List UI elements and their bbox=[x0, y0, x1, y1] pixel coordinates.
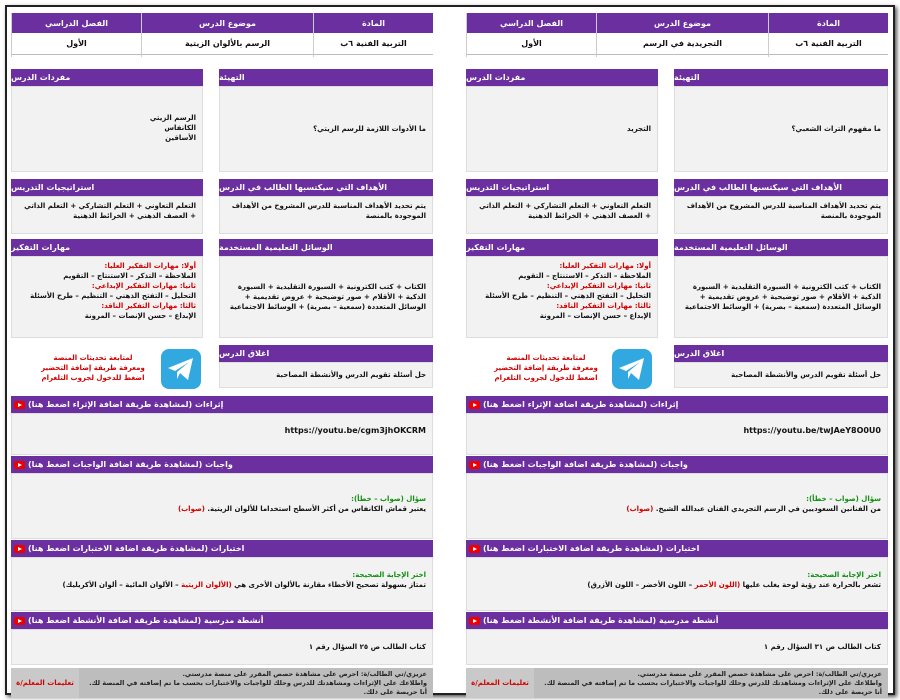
strategies-title: استراتيجيات التدريس bbox=[11, 179, 203, 196]
meta-topic bbox=[596, 13, 768, 57]
thinking-l2: الملاحظة – التذكر – الاستنتاج – التقويم bbox=[63, 272, 196, 280]
meta-term-header: الفصل الدراسي bbox=[467, 13, 596, 33]
activities-title: أنشطة مدرسية bbox=[659, 616, 719, 625]
thinking-l4: التحليل – التفتح الذهني – التنظيم – طرح الأسئلة bbox=[485, 292, 651, 300]
tests-q-post: – اللون الأخضر – اللون الأزرق) bbox=[587, 581, 693, 589]
activities-section bbox=[11, 612, 433, 665]
youtube-icon[interactable] bbox=[469, 461, 480, 469]
notes-label: تعليمات المعلم/ة bbox=[11, 668, 79, 698]
notes-label: تعليمات المعلم/ة bbox=[466, 668, 534, 698]
intro-title: التهيئة bbox=[219, 69, 433, 86]
tests-q-label: اختر الإجابة الصحيحة: bbox=[807, 571, 881, 579]
enrich-header bbox=[466, 396, 888, 413]
homework-body bbox=[466, 473, 888, 539]
notes-l1: عزيزي/تي الطالب/ة: احرص على مشاهدة حصص المقرر على منصة مدرستي. bbox=[637, 670, 882, 678]
thinking-title: مهارات التفكير bbox=[466, 239, 658, 256]
meta-term-value: الأول bbox=[12, 33, 141, 55]
tests-q-post: – الألوان المائية – ألوان الأكريليك) bbox=[62, 581, 179, 589]
meta-subject-header: المادة bbox=[769, 13, 888, 33]
tests-q-pre: تمتاز بسهولة تصحيح الأخطاء مقارنة بالألوان الأخرى هي bbox=[234, 581, 426, 589]
thinking-l2: الملاحظة – التذكر – الاستنتاج – التقويم bbox=[518, 272, 651, 280]
youtube-icon[interactable] bbox=[469, 545, 480, 553]
promo-l3: اضغط للدخول لجروب التلغرام bbox=[494, 374, 598, 382]
intro-title: التهيئة bbox=[674, 69, 888, 86]
notes-text bbox=[79, 668, 433, 698]
thinking-l5: ثالثا: مهارات التفكير الناقد: bbox=[101, 302, 196, 310]
vocab-l3: الأساقين bbox=[165, 134, 196, 142]
telegram-icon[interactable] bbox=[612, 349, 652, 389]
strategies-section bbox=[466, 179, 658, 234]
tests-section bbox=[466, 540, 888, 611]
notes-text bbox=[534, 668, 888, 698]
thinking-l5: ثالثا: مهارات التفكير الناقد: bbox=[556, 302, 651, 310]
closure-section bbox=[674, 345, 888, 388]
homework-q-text: من الفنانين السعوديين في الرسم التجريدي الفنان عبدالله الشيخ. bbox=[655, 505, 881, 513]
lesson-meta-table bbox=[11, 13, 433, 57]
thinking-body bbox=[466, 256, 658, 338]
homework-body bbox=[11, 473, 433, 539]
thinking-l3: ثانيا: مهارات التفكير الإبداعي: bbox=[546, 282, 651, 290]
enrich-title: إثراءات bbox=[195, 400, 224, 409]
lesson-plan-right bbox=[466, 13, 888, 696]
tests-q-label: اختر الإجابة الصحيحة: bbox=[352, 571, 426, 579]
lesson-meta-table bbox=[466, 13, 888, 57]
activities-header bbox=[466, 612, 888, 629]
activities-text: كتاب الطالب ص ٣١ السؤال رقم ١ bbox=[466, 629, 888, 665]
telegram-promo[interactable] bbox=[33, 353, 153, 383]
tests-header bbox=[11, 540, 433, 557]
strategies-text: التعلم التعاوني + التعلم التشاركي + التعلم الذاتي + العصف الذهني + الخرائط الذهنية bbox=[466, 196, 658, 234]
strategies-text: التعلم التعاوني + التعلم التشاركي + التعلم الذاتي + العصف الذهني + الخرائط الذهنية bbox=[11, 196, 203, 234]
homework-section bbox=[11, 456, 433, 539]
enrich-link-title[interactable]: (لمشاهدة طريقة اضافة الإثراء اضغط هنا) bbox=[483, 400, 648, 409]
vocab-text: التجريد bbox=[466, 86, 658, 172]
tests-link-title[interactable]: (لمشاهدة طريقة اضافة الاختبارات اضغط هنا) bbox=[483, 544, 664, 553]
homework-title: واجبات bbox=[205, 460, 233, 469]
activities-text: كتاب الطالب ص ٢٥ السؤال رقم ١ bbox=[11, 629, 433, 665]
vocab-title: مفردات الدرس bbox=[11, 69, 203, 86]
homework-link-title[interactable]: (لمشاهدة طريقة اضافة الواجبات اضغط هنا) bbox=[28, 460, 203, 469]
meta-topic-header: موضوع الدرس bbox=[142, 13, 313, 33]
thinking-l3: ثانيا: مهارات التفكير الإبداعي: bbox=[91, 282, 196, 290]
document-frame bbox=[5, 5, 895, 695]
meta-subject-header: المادة bbox=[314, 13, 433, 33]
meta-subject bbox=[313, 13, 433, 57]
media-title: الوسائل التعليمية المستخدمة bbox=[219, 239, 433, 256]
tests-title: اختبارات bbox=[665, 544, 700, 553]
tests-body bbox=[466, 557, 888, 611]
telegram-promo[interactable] bbox=[486, 353, 606, 383]
meta-topic-value: الرسم بالألوان الزيتية bbox=[142, 33, 313, 55]
homework-header bbox=[11, 456, 433, 473]
tests-header bbox=[466, 540, 888, 557]
vocab-section bbox=[11, 69, 203, 172]
tests-question bbox=[18, 580, 426, 590]
meta-topic-header: موضوع الدرس bbox=[597, 13, 768, 33]
promo-l2: ومعرفة طريقة إضافة التحضير bbox=[494, 364, 598, 372]
media-text: الكتاب + كتب الكترونية + السبورة التقليدية + السبورة الذكية + الأقلام + صور توضيحية + عروض تقديمية + الوسائل المتعددة (سمعية – بصرية) + الوسائط الاجتماعية bbox=[219, 256, 433, 338]
intro-section bbox=[674, 69, 888, 172]
tests-question bbox=[473, 580, 881, 590]
homework-q-text: يعتبر قماش الكانفاس من أكثر الأسطح استخداما للألوان الزيتية. bbox=[207, 505, 426, 513]
intro-text: ما مفهوم التراث الشعبي؟ bbox=[674, 86, 888, 172]
enrich-url[interactable]: https://youtu.be/cgm3jhOKCRM bbox=[284, 426, 426, 435]
strategies-title: استراتيجيات التدريس bbox=[466, 179, 658, 196]
objectives-title: الأهداف التي سيكتسبها الطالب في الدرس bbox=[674, 179, 888, 196]
activities-header bbox=[11, 612, 433, 629]
meta-topic bbox=[141, 13, 313, 57]
youtube-icon[interactable] bbox=[469, 617, 480, 625]
meta-subject-value: التربية الفنية ٦ب bbox=[769, 33, 888, 55]
thinking-body bbox=[11, 256, 203, 338]
meta-topic-value: التجريدية في الرسم bbox=[597, 33, 768, 55]
homework-q-label: سؤال (صواب – خطأ): bbox=[351, 495, 426, 503]
closure-section bbox=[219, 345, 433, 388]
homework-section bbox=[466, 456, 888, 539]
thinking-section bbox=[11, 239, 203, 338]
closure-text: حل أسئلة تقويم الدرس والأنشطة المصاحبة bbox=[674, 362, 888, 388]
promo-l2: ومعرفة طريقة إضافة التحضير bbox=[41, 364, 145, 372]
youtube-icon[interactable] bbox=[14, 617, 25, 625]
notes-l1: عزيزي/تي الطالب/ة: احرص على مشاهدة حصص المقرر على منصة مدرستي. bbox=[182, 670, 427, 678]
vocab-l2: الكانفاس bbox=[164, 124, 196, 132]
intro-section bbox=[219, 69, 433, 172]
telegram-plane-icon bbox=[167, 357, 195, 381]
media-title: الوسائل التعليمية المستخدمة bbox=[674, 239, 888, 256]
activities-title: أنشطة مدرسية bbox=[204, 616, 264, 625]
thinking-l6: الإبداع – حسن الإنصات – المرونة bbox=[84, 312, 196, 320]
homework-header bbox=[466, 456, 888, 473]
promo-l1: لمتابعة تحديثات المنصة bbox=[506, 354, 586, 362]
tests-q-ans: (اللون الأحمر bbox=[694, 581, 741, 589]
meta-term-value: الأول bbox=[467, 33, 596, 55]
meta-term bbox=[466, 13, 596, 57]
closure-title: اغلاق الدرس bbox=[219, 345, 433, 362]
teacher-notes bbox=[466, 668, 888, 698]
meta-term-header: الفصل الدراسي bbox=[12, 13, 141, 33]
objectives-text: يتم تحديد الأهداف المناسبة للدرس المشروح من الأهداف الموجودة بالمنصة bbox=[674, 196, 888, 234]
thinking-l1: أولا: مهارات التفكير العليا: bbox=[559, 262, 651, 270]
enrich-section bbox=[11, 396, 433, 455]
activities-link-title[interactable]: (لمشاهدة طريقة اضافة الأنشطة اضغط هنا) bbox=[483, 616, 657, 625]
media-section bbox=[219, 239, 433, 338]
promo-l3: اضغط للدخول لجروب التلغرام bbox=[41, 374, 145, 382]
homework-link-title[interactable]: (لمشاهدة طريقة اضافة الواجبات اضغط هنا) bbox=[483, 460, 658, 469]
teacher-notes bbox=[11, 668, 433, 698]
promo-l1: لمتابعة تحديثات المنصة bbox=[53, 354, 133, 362]
vocab-body bbox=[11, 86, 203, 172]
homework-title: واجبات bbox=[660, 460, 688, 469]
youtube-icon[interactable] bbox=[14, 401, 25, 409]
vocab-section bbox=[466, 69, 658, 172]
homework-answer: (صواب) bbox=[177, 505, 205, 513]
tests-link-title[interactable]: (لمشاهدة طريقة اضافة الاختبارات اضغط هنا) bbox=[28, 544, 209, 553]
youtube-icon[interactable] bbox=[469, 401, 480, 409]
closure-text: حل أسئلة تقويم الدرس والأنشطة المصاحبة bbox=[219, 362, 433, 388]
media-section bbox=[674, 239, 888, 338]
thinking-section bbox=[466, 239, 658, 338]
tests-body bbox=[11, 557, 433, 611]
lesson-plan-left bbox=[11, 13, 433, 696]
thinking-title: مهارات التفكير bbox=[11, 239, 203, 256]
youtube-icon[interactable] bbox=[14, 461, 25, 469]
vocab-title: مفردات الدرس bbox=[466, 69, 658, 86]
tests-q-ans: (الألوان الزيتية bbox=[181, 581, 232, 589]
activities-link-title[interactable]: (لمشاهدة طريقة اضافة الأنشطة اضغط هنا) bbox=[28, 616, 202, 625]
homework-q-label: سؤال (صواب – خطأ): bbox=[806, 495, 881, 503]
enrich-section bbox=[466, 396, 888, 455]
strategies-section bbox=[11, 179, 203, 234]
objectives-section bbox=[674, 179, 888, 234]
homework-answer: (صواب) bbox=[626, 505, 654, 513]
thinking-l6: الإبداع – حسن الإنصات – المرونة bbox=[539, 312, 651, 320]
enrich-title: إثراءات bbox=[650, 400, 679, 409]
notes-l2: واطلاعك على الإثراءات ومشاهدتك للدرس وحلك للواجبات والاختبارات بحسب ما تم إضافته في المنصة لك. أنا حريصة على ذلك. bbox=[89, 679, 427, 696]
tests-section bbox=[11, 540, 433, 611]
objectives-section bbox=[219, 179, 433, 234]
vocab-l1: الرسم الزيتي bbox=[149, 114, 196, 122]
homework-question bbox=[18, 504, 426, 514]
enrich-link-title[interactable]: (لمشاهدة طريقة اضافة الإثراء اضغط هنا) bbox=[28, 400, 193, 409]
youtube-icon[interactable] bbox=[14, 545, 25, 553]
telegram-icon[interactable] bbox=[161, 349, 201, 389]
intro-text: ما الأدوات اللازمة للرسم الزيتي؟ bbox=[219, 86, 433, 172]
objectives-title: الأهداف التي سيكتسبها الطالب في الدرس bbox=[219, 179, 433, 196]
enrich-header bbox=[11, 396, 433, 413]
closure-title: اغلاق الدرس bbox=[674, 345, 888, 362]
notes-l2: واطلاعك على الإثراءات ومشاهدتك للدرس وحلك للواجبات والاختبارات بحسب ما تم إضافته في المنصة لك. أنا حريصة على ذلك. bbox=[544, 679, 882, 696]
thinking-l4: التحليل – التفتح الذهني – التنظيم – طرح الأسئلة bbox=[30, 292, 196, 300]
meta-subject-value: التربية الفنية ٦ب bbox=[314, 33, 433, 55]
tests-q-pre: تشعر بالحرارة عند رؤية لوحة يغلب عليها bbox=[742, 581, 881, 589]
tests-title: اختبارات bbox=[210, 544, 245, 553]
telegram-plane-icon bbox=[618, 357, 646, 381]
objectives-text: يتم تحديد الأهداف المناسبة للدرس المشروح من الأهداف الموجودة بالمنصة bbox=[219, 196, 433, 234]
meta-subject bbox=[768, 13, 888, 57]
activities-section bbox=[466, 612, 888, 665]
thinking-l1: أولا: مهارات التفكير العليا: bbox=[104, 262, 196, 270]
meta-term bbox=[11, 13, 141, 57]
media-text: الكتاب + كتب الكترونية + السبورة التقليدية + السبورة الذكية + الأقلام + صور توضيحية + عروض تقديمية + الوسائل المتعددة (سمعية – بصرية) + الوسائط الاجتماعية bbox=[674, 256, 888, 338]
enrich-url[interactable]: https://youtu.be/twJAeY8O0U0 bbox=[743, 426, 881, 435]
homework-question bbox=[473, 504, 881, 514]
